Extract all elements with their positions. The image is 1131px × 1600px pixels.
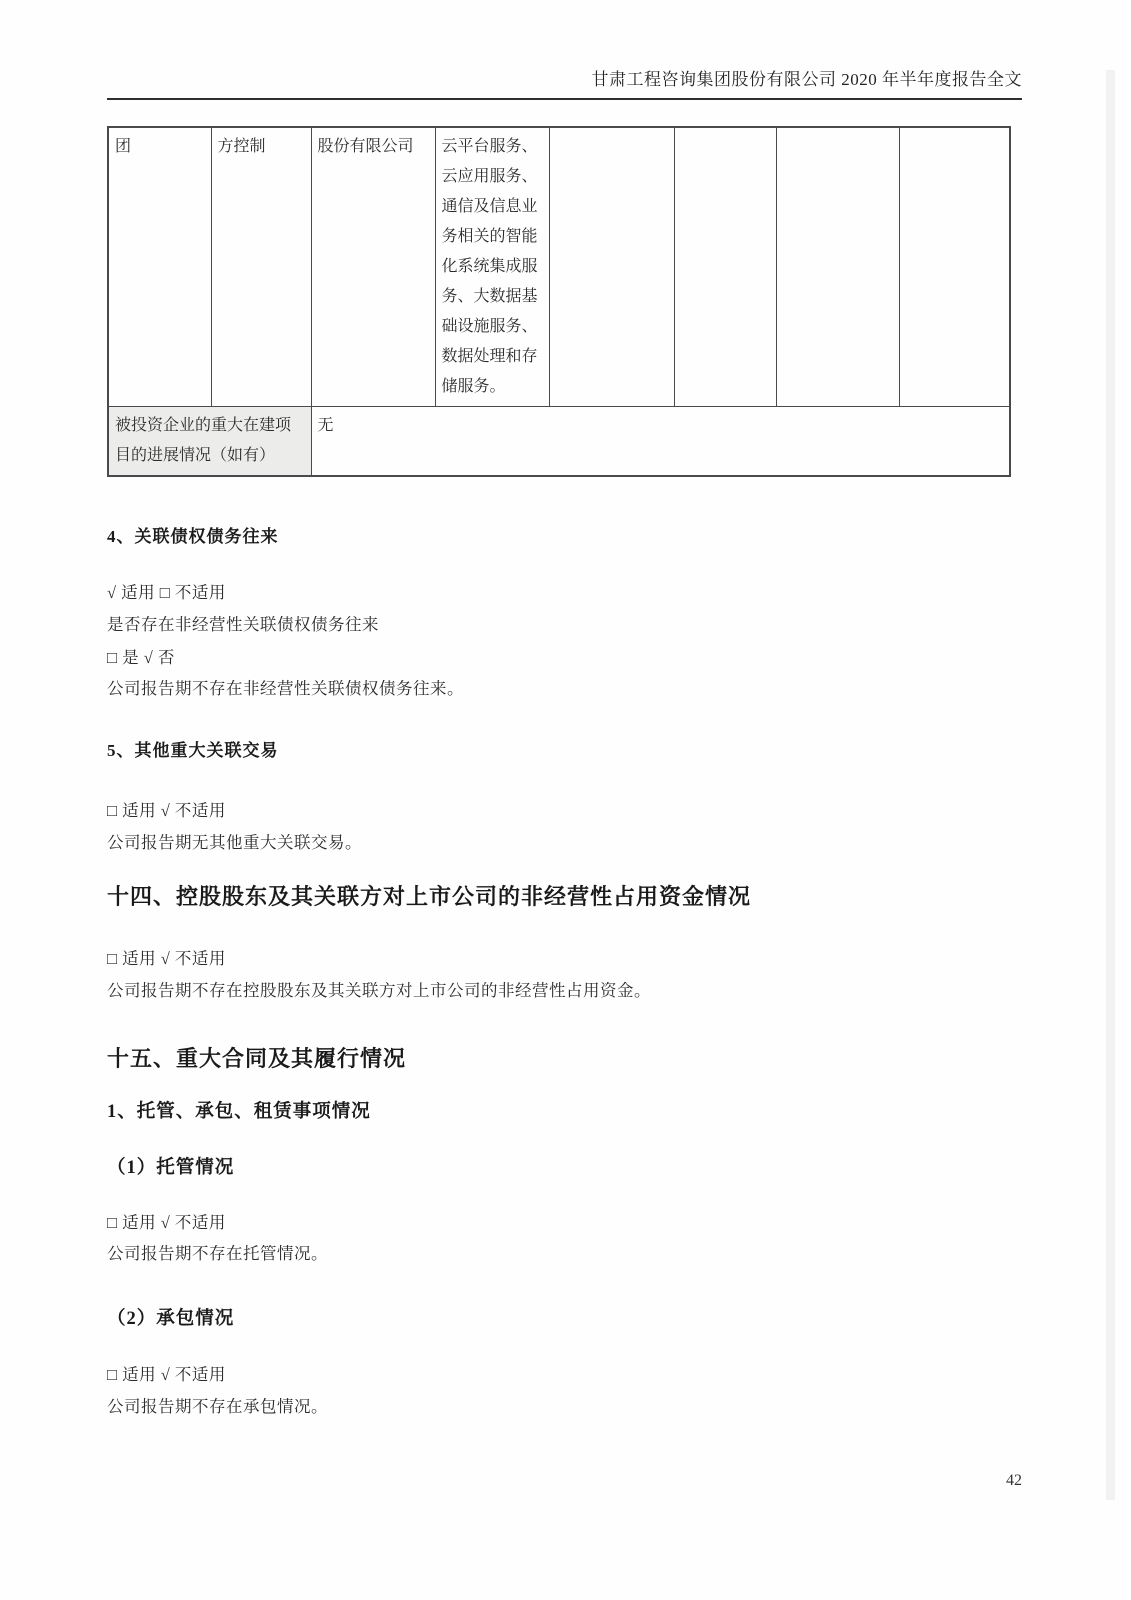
scan-edge-artifact [1106, 70, 1115, 1500]
chapter-14-applicability: □ 适用 √ 不适用 [107, 949, 226, 968]
chapter-15-sub1-heading: 1、托管、承包、租赁事项情况 [107, 1102, 371, 1122]
section-5-heading: 5、其他重大关联交易 [107, 741, 279, 760]
table-cell [549, 127, 674, 407]
table-label-cell: 被投资企业的重大在建项目的进展情况（如有） [108, 407, 311, 477]
table-cell [776, 127, 899, 407]
section-4-heading: 4、关联债权债务往来 [107, 527, 279, 546]
table-cell: 方控制 [211, 127, 311, 407]
chapter-14-statement: 公司报告期不存在控股股东及其关联方对上市公司的非经营性占用资金。 [107, 981, 651, 1000]
table-cell: 股份有限公司 [311, 127, 435, 407]
section-4-statement: 公司报告期不存在非经营性关联债权债务往来。 [107, 679, 464, 698]
custody-statement: 公司报告期不存在托管情况。 [107, 1244, 328, 1263]
contracting-applicability: □ 适用 √ 不适用 [107, 1365, 226, 1384]
section-5-applicability: □ 适用 √ 不适用 [107, 801, 226, 820]
section-4-yesno: □ 是 √ 否 [107, 648, 175, 667]
chapter-14-heading: 十四、控股股东及其关联方对上市公司的非经营性占用资金情况 [107, 884, 752, 909]
section-4-applicability: √ 适用 □ 不适用 [107, 583, 226, 602]
contracting-heading: （2）承包情况 [107, 1309, 235, 1329]
table-cell: 云平台服务、云应用服务、通信及信息业务相关的智能化系统集成服务、大数据基础设施服务、数据处理和存储服务。 [435, 127, 549, 407]
table-row [108, 127, 1010, 407]
page-content [107, 0, 1022, 1417]
table-cell [674, 127, 776, 407]
custody-heading: （1）托管情况 [107, 1158, 235, 1178]
table-row [108, 407, 1010, 477]
contracting-statement: 公司报告期不存在承包情况。 [107, 1397, 328, 1416]
report-header-title: 甘肃工程咨询集团股份有限公司 2020 年半年度报告全文 [591, 70, 1022, 89]
section-5-statement: 公司报告期无其他重大关联交易。 [107, 833, 362, 852]
invested-enterprise-table [107, 126, 1011, 477]
section-4-question: 是否存在非经营性关联债权债务往来 [107, 615, 379, 634]
header-rule [107, 98, 1022, 100]
page-number: 42 [1006, 1472, 1022, 1489]
chapter-15-heading: 十五、重大合同及其履行情况 [107, 1046, 407, 1071]
custody-applicability: □ 适用 √ 不适用 [107, 1213, 226, 1232]
table-cell: 团 [108, 127, 211, 407]
table-value-cell: 无 [311, 407, 1010, 477]
table-cell [899, 127, 1010, 407]
